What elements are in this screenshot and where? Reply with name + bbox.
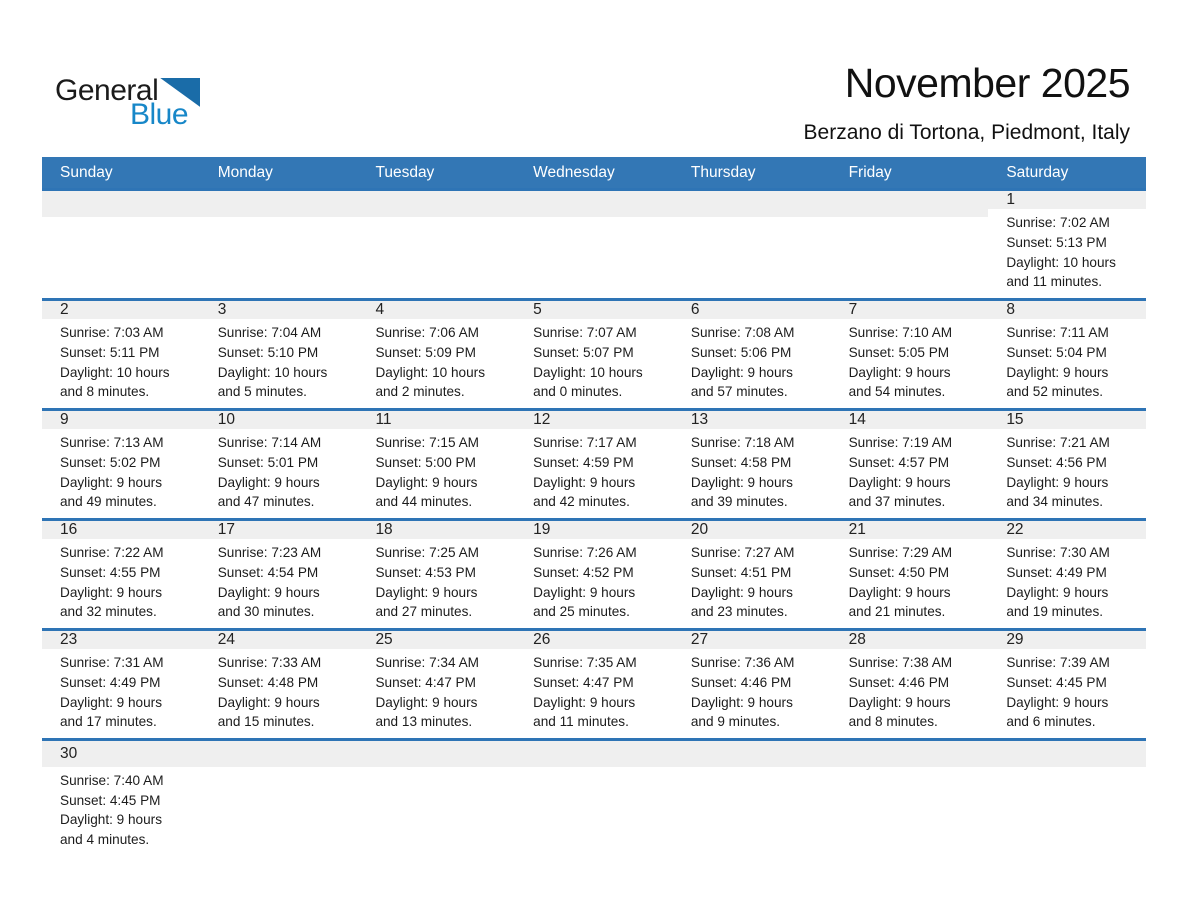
day-number: 5 (515, 301, 673, 319)
sunrise-text: Sunrise: 7:33 AM (217, 655, 322, 671)
day-details (831, 649, 989, 738)
day-details (200, 539, 358, 628)
day-cell-12 (515, 411, 673, 518)
week-row (42, 408, 1146, 518)
day-details (42, 539, 200, 628)
day-number (831, 191, 989, 217)
day-cell-30 (42, 741, 200, 863)
daylight-text: Daylight: 9 hours and 54 minutes. (848, 364, 951, 400)
daylight-text: Daylight: 9 hours and 11 minutes. (533, 694, 636, 730)
day-details (831, 429, 989, 518)
sunset-text: Sunset: 4:57 PM (848, 454, 950, 470)
day-details (42, 319, 200, 408)
daylight-text: Daylight: 9 hours and 23 minutes. (690, 584, 793, 620)
empty-day-cell (831, 191, 989, 298)
week-row (42, 298, 1146, 408)
daylight-text: Daylight: 9 hours and 21 minutes. (848, 584, 951, 620)
daylight-text: Daylight: 9 hours and 47 minutes. (217, 474, 320, 510)
day-cell-21 (831, 521, 989, 628)
day-number: 29 (988, 631, 1146, 649)
daylight-text: Daylight: 9 hours and 17 minutes. (60, 694, 163, 730)
sunrise-text: Sunrise: 7:08 AM (690, 325, 795, 341)
sunrise-text: Sunrise: 7:23 AM (217, 545, 322, 561)
day-cell-14 (831, 411, 989, 518)
sunset-text: Sunset: 5:06 PM (690, 344, 792, 360)
empty-day-cell (357, 191, 515, 298)
day-number: 1 (988, 191, 1146, 209)
day-cell-19 (515, 521, 673, 628)
day-details (357, 649, 515, 738)
day-details (200, 319, 358, 408)
empty-day-cell (831, 741, 989, 863)
sunset-text: Sunset: 4:46 PM (848, 674, 950, 690)
daylight-text: Daylight: 9 hours and 49 minutes. (60, 474, 163, 510)
sunrise-text: Sunrise: 7:22 AM (60, 545, 164, 561)
day-details (673, 649, 831, 738)
day-details (673, 539, 831, 628)
day-cell-17 (200, 521, 358, 628)
day-details (42, 649, 200, 738)
daylight-text: Daylight: 9 hours and 57 minutes. (690, 364, 793, 400)
empty-day-cell (42, 191, 200, 298)
day-number: 4 (357, 301, 515, 319)
daylight-text: Daylight: 9 hours and 30 minutes. (217, 584, 320, 620)
week-row (42, 628, 1146, 738)
day-details (515, 429, 673, 518)
day-number: 22 (988, 521, 1146, 539)
sunrise-text: Sunrise: 7:38 AM (848, 655, 953, 671)
sunrise-text: Sunrise: 7:15 AM (375, 435, 479, 451)
day-number (357, 741, 515, 767)
day-number: 15 (988, 411, 1146, 429)
sunrise-text: Sunrise: 7:17 AM (533, 435, 637, 451)
day-cell-26 (515, 631, 673, 738)
daylight-text: Daylight: 9 hours and 4 minutes. (60, 812, 163, 848)
sunrise-text: Sunrise: 7:02 AM (1006, 215, 1110, 231)
sunset-text: Sunset: 4:46 PM (690, 674, 792, 690)
sunrise-text: Sunrise: 7:04 AM (217, 325, 322, 341)
daylight-text: Daylight: 9 hours and 37 minutes. (848, 474, 951, 510)
sunrise-text: Sunrise: 7:40 AM (60, 773, 164, 788)
day-details (200, 649, 358, 738)
day-details (988, 649, 1146, 738)
sunrise-text: Sunrise: 7:36 AM (690, 655, 795, 671)
day-number: 24 (200, 631, 358, 649)
day-number: 18 (357, 521, 515, 539)
sunrise-text: Sunrise: 7:26 AM (533, 545, 637, 561)
sunrise-text: Sunrise: 7:14 AM (217, 435, 322, 451)
day-cell-13 (673, 411, 831, 518)
day-cell-20 (673, 521, 831, 628)
daylight-text: Daylight: 9 hours and 6 minutes. (1006, 694, 1109, 730)
daylight-text: Daylight: 9 hours and 15 minutes. (217, 694, 320, 730)
sunset-text: Sunset: 4:47 PM (533, 674, 634, 690)
daylight-text: Daylight: 9 hours and 39 minutes. (690, 474, 793, 510)
sunrise-text: Sunrise: 7:10 AM (848, 325, 953, 341)
daylight-text: Daylight: 9 hours and 13 minutes. (375, 694, 478, 730)
day-details (357, 319, 515, 408)
day-cell-25 (357, 631, 515, 738)
empty-day-cell (673, 191, 831, 298)
general-blue-logo (55, 76, 200, 130)
day-number (200, 741, 358, 767)
day-cell-9 (42, 411, 200, 518)
day-number: 10 (200, 411, 358, 429)
day-header-4: Thursday (690, 163, 756, 181)
day-header-5: Friday (848, 163, 892, 181)
sunrise-text: Sunrise: 7:34 AM (375, 655, 479, 671)
page-subtitle: Berzano di Tortona, Piedmont, Italy (803, 121, 1130, 144)
day-number: 3 (200, 301, 358, 319)
page-title: November 2025 (844, 60, 1130, 106)
day-details (988, 319, 1146, 408)
sunset-text: Sunset: 4:59 PM (533, 454, 634, 470)
sunset-text: Sunset: 4:45 PM (1006, 674, 1107, 690)
day-cell-5 (515, 301, 673, 408)
sunset-text: Sunset: 4:49 PM (60, 674, 161, 690)
sunset-text: Sunset: 5:07 PM (533, 344, 634, 360)
sunrise-text: Sunrise: 7:35 AM (533, 655, 637, 671)
day-details (515, 319, 673, 408)
day-number: 21 (831, 521, 989, 539)
day-number (988, 741, 1146, 767)
week-row (42, 188, 1146, 298)
daylight-text: Daylight: 9 hours and 44 minutes. (375, 474, 478, 510)
week-row (42, 738, 1146, 863)
daylight-text: Daylight: 10 hours and 0 minutes. (533, 364, 643, 400)
day-header-1: Monday (217, 163, 273, 181)
day-details (673, 319, 831, 408)
day-cell-6 (673, 301, 831, 408)
day-cell-2 (42, 301, 200, 408)
day-number: 2 (42, 301, 200, 319)
day-number: 13 (673, 411, 831, 429)
day-cell-29 (988, 631, 1146, 738)
day-cell-28 (831, 631, 989, 738)
sunset-text: Sunset: 4:47 PM (375, 674, 476, 690)
daylight-text: Daylight: 10 hours and 5 minutes. (217, 364, 328, 400)
sunset-text: Sunset: 5:02 PM (60, 454, 161, 470)
day-details (200, 429, 358, 518)
sunrise-text: Sunrise: 7:18 AM (690, 435, 795, 451)
day-number: 9 (42, 411, 200, 429)
day-number: 28 (831, 631, 989, 649)
day-cell-24 (200, 631, 358, 738)
sunset-text: Sunset: 4:52 PM (533, 564, 634, 580)
day-cell-15 (988, 411, 1146, 518)
sunset-text: Sunset: 4:53 PM (375, 564, 476, 580)
daylight-text: Daylight: 9 hours and 19 minutes. (1006, 584, 1109, 620)
empty-day-cell (200, 191, 358, 298)
day-number: 27 (673, 631, 831, 649)
day-number: 12 (515, 411, 673, 429)
daylight-text: Daylight: 9 hours and 34 minutes. (1006, 474, 1109, 510)
sunset-text: Sunset: 4:54 PM (217, 564, 319, 580)
empty-day-cell (515, 741, 673, 863)
sunset-text: Sunset: 4:48 PM (217, 674, 319, 690)
sunset-text: Sunset: 5:01 PM (217, 454, 319, 470)
sunrise-text: Sunrise: 7:06 AM (375, 325, 479, 341)
sunrise-text: Sunrise: 7:07 AM (533, 325, 637, 341)
sunrise-text: Sunrise: 7:25 AM (375, 545, 479, 561)
day-number: 8 (988, 301, 1146, 319)
sunrise-text: Sunrise: 7:19 AM (848, 435, 953, 451)
day-details (515, 539, 673, 628)
empty-day-cell (988, 741, 1146, 863)
week-row (42, 518, 1146, 628)
day-number: 25 (357, 631, 515, 649)
day-cell-18 (357, 521, 515, 628)
day-details (357, 429, 515, 518)
daylight-text: Daylight: 9 hours and 52 minutes. (1006, 364, 1109, 400)
empty-day-cell (357, 741, 515, 863)
day-cell-23 (42, 631, 200, 738)
empty-day-cell (515, 191, 673, 298)
day-number: 20 (673, 521, 831, 539)
sunset-text: Sunset: 4:45 PM (60, 792, 161, 808)
day-details (515, 649, 673, 738)
logo-blue-text: Blue (130, 98, 189, 131)
day-details (988, 209, 1146, 298)
day-header-0: Sunday (60, 163, 113, 181)
day-details (831, 539, 989, 628)
sunset-text: Sunset: 5:04 PM (1006, 344, 1107, 360)
sunrise-text: Sunrise: 7:13 AM (60, 435, 164, 451)
day-details (673, 429, 831, 518)
day-cell-11 (357, 411, 515, 518)
sunset-text: Sunset: 4:50 PM (848, 564, 950, 580)
sunrise-text: Sunrise: 7:30 AM (1006, 545, 1110, 561)
day-cell-16 (42, 521, 200, 628)
logo-general-text: General (55, 74, 159, 107)
day-cell-22 (988, 521, 1146, 628)
calendar (42, 157, 1146, 863)
empty-day-cell (673, 741, 831, 863)
day-number: 6 (673, 301, 831, 319)
day-number (673, 191, 831, 217)
daylight-text: Daylight: 9 hours and 25 minutes. (533, 584, 636, 620)
day-details (988, 539, 1146, 628)
day-cell-4 (357, 301, 515, 408)
day-number: 26 (515, 631, 673, 649)
sunset-text: Sunset: 5:00 PM (375, 454, 476, 470)
day-header-2: Tuesday (375, 163, 435, 181)
title-block (804, 60, 1130, 145)
daylight-text: Daylight: 10 hours and 8 minutes. (60, 364, 170, 400)
day-cell-10 (200, 411, 358, 518)
day-details (988, 429, 1146, 518)
sunrise-text: Sunrise: 7:03 AM (60, 325, 164, 341)
day-number (200, 191, 358, 217)
sunset-text: Sunset: 5:05 PM (848, 344, 950, 360)
day-number: 30 (42, 741, 200, 767)
day-details (42, 429, 200, 518)
day-number: 17 (200, 521, 358, 539)
sunrise-text: Sunrise: 7:11 AM (1006, 325, 1109, 341)
day-number: 14 (831, 411, 989, 429)
empty-day-cell (200, 741, 358, 863)
sunrise-text: Sunrise: 7:29 AM (848, 545, 953, 561)
sunrise-text: Sunrise: 7:21 AM (1006, 435, 1110, 451)
day-number (42, 191, 200, 217)
sunrise-text: Sunrise: 7:31 AM (60, 655, 164, 671)
sunset-text: Sunset: 4:55 PM (60, 564, 161, 580)
day-cell-3 (200, 301, 358, 408)
day-of-week-header-row (42, 157, 1146, 188)
sunset-text: Sunset: 4:51 PM (690, 564, 792, 580)
sunrise-text: Sunrise: 7:39 AM (1006, 655, 1110, 671)
day-cell-8 (988, 301, 1146, 408)
day-header-6: Saturday (1006, 163, 1069, 181)
day-cell-1 (988, 191, 1146, 298)
day-number (831, 741, 989, 767)
day-number: 11 (357, 411, 515, 429)
daylight-text: Daylight: 9 hours and 42 minutes. (533, 474, 636, 510)
sunset-text: Sunset: 4:56 PM (1006, 454, 1107, 470)
day-cell-27 (673, 631, 831, 738)
sunrise-text: Sunrise: 7:27 AM (690, 545, 795, 561)
sunset-text: Sunset: 5:11 PM (60, 344, 160, 360)
day-number: 16 (42, 521, 200, 539)
day-number (515, 741, 673, 767)
daylight-text: Daylight: 9 hours and 8 minutes. (848, 694, 951, 730)
day-number: 23 (42, 631, 200, 649)
day-details (831, 319, 989, 408)
day-details (357, 539, 515, 628)
sunset-text: Sunset: 5:10 PM (217, 344, 319, 360)
day-number: 19 (515, 521, 673, 539)
day-number (673, 741, 831, 767)
daylight-text: Daylight: 10 hours and 11 minutes. (1006, 254, 1116, 290)
day-header-3: Wednesday (533, 163, 615, 181)
daylight-text: Daylight: 9 hours and 32 minutes. (60, 584, 163, 620)
day-cell-7 (831, 301, 989, 408)
daylight-text: Daylight: 9 hours and 27 minutes. (375, 584, 478, 620)
day-number: 7 (831, 301, 989, 319)
daylight-text: Daylight: 9 hours and 9 minutes. (690, 694, 793, 730)
day-details (42, 767, 200, 856)
sunset-text: Sunset: 5:09 PM (375, 344, 476, 360)
sunset-text: Sunset: 4:58 PM (690, 454, 792, 470)
day-number (357, 191, 515, 217)
daylight-text: Daylight: 10 hours and 2 minutes. (375, 364, 486, 400)
sunset-text: Sunset: 5:13 PM (1006, 234, 1107, 250)
day-number (515, 191, 673, 217)
sunset-text: Sunset: 4:49 PM (1006, 564, 1107, 580)
